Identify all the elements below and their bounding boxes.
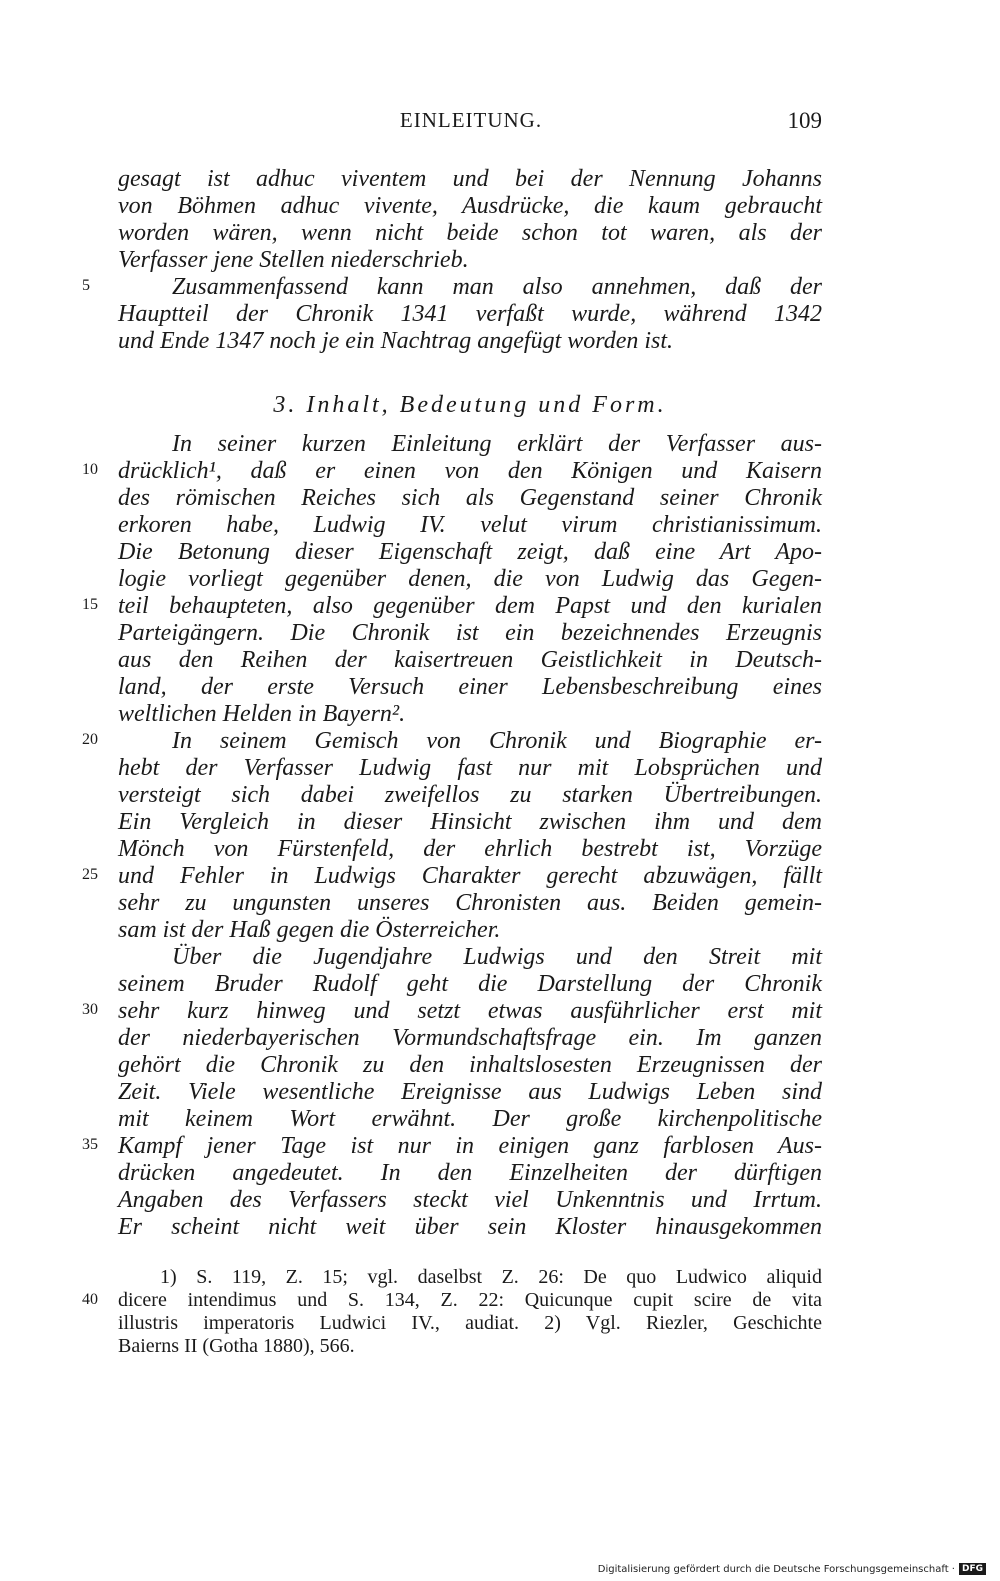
text-line: erkoren habe, Ludwig IV. velut virum christianissimum. <box>118 512 822 538</box>
line-number: 40 <box>82 1291 98 1308</box>
text-line: teil behaupteten, also gegenüber dem Papst und den kurialen <box>118 593 822 619</box>
running-head <box>120 108 822 138</box>
text-line: logie vorliegt gegenüber denen, die von Ludwig das Gegen- <box>118 566 822 592</box>
text-line: seinem Bruder Rudolf geht die Darstellung der Chronik <box>118 971 822 997</box>
footnote-line: Baierns II (Gotha 1880), 566. <box>118 1335 355 1357</box>
text-line: Angaben des Verfassers steckt viel Unkenntnis und Irrtum. <box>118 1187 822 1213</box>
text-line: weltlichen Helden in Bayern². <box>118 701 406 727</box>
text-line: Über die Jugendjahre Ludwigs und den Streit mit <box>172 944 822 970</box>
line-number: 15 <box>82 596 98 613</box>
text-line: und Fehler in Ludwigs Charakter gerecht abzuwägen, fällt <box>118 863 822 889</box>
text-line: versteigt sich dabei zweifellos zu starken Übertreibungen. <box>118 782 822 808</box>
text-line: In seiner kurzen Einleitung erklärt der Verfasser aus- <box>172 431 822 457</box>
text-line: sehr zu ungunsten unseres Chronisten aus. Beiden gemein- <box>118 890 822 916</box>
text-line: Die Betonung dieser Eigenschaft zeigt, daß eine Art Apo- <box>118 539 822 565</box>
text-line: Parteigängern. Die Chronik ist ein bezeichnendes Erzeugnis <box>118 620 822 646</box>
text-line: worden wären, wenn nicht beide schon tot waren, als der <box>118 220 822 246</box>
text-line: drücklich¹, daß er einen von den Königen und Kaisern <box>118 458 822 484</box>
line-number: 20 <box>82 731 98 748</box>
line-number: 25 <box>82 866 98 883</box>
footnote-line: illustris imperatoris Ludwici IV., audiat. 2) Vgl. Riezler, Geschichte <box>118 1312 822 1334</box>
running-title: EINLEITUNG. <box>399 108 543 132</box>
line-number: 30 <box>82 1001 98 1018</box>
page-number: 109 <box>787 108 822 133</box>
credit-text: Digitalisierung gefördert durch die Deutsche Forschungsgemeinschaft · <box>597 1563 955 1575</box>
text-line: land, der erste Versuch einer Lebensbeschreibung eines <box>118 674 822 700</box>
text-line: Kampf jener Tage ist nur in einigen ganz farblosen Aus- <box>118 1133 822 1159</box>
text-line: drücken angedeutet. In den Einzelheiten der dürftigen <box>118 1160 822 1186</box>
text-line: hebt der Verfasser Ludwig fast nur mit Lobsprüchen und <box>118 755 822 781</box>
text-line: und Ende 1347 noch je ein Nachtrag angefügt worden ist. <box>118 328 674 354</box>
line-number: 5 <box>82 277 90 294</box>
text-line: mit keinem Wort erwähnt. Der große kirchenpolitische <box>118 1106 822 1132</box>
text-line: des römischen Reiches sich als Gegenstand seiner Chronik <box>118 485 822 511</box>
text-line: Ein Vergleich in dieser Hinsicht zwischen ihm und dem <box>118 809 822 835</box>
text-line: sehr kurz hinweg und setzt etwas ausführlicher erst mit <box>118 998 822 1024</box>
text-line: In seinem Gemisch von Chronik und Biographie er- <box>172 728 822 754</box>
footnote-line: 1) S. 119, Z. 15; vgl. daselbst Z. 26: De quo Ludwico aliquid <box>160 1266 822 1288</box>
text-line: Verfasser jene Stellen niederschrieb. <box>118 247 469 273</box>
text-line: gesagt ist adhuc viventem und bei der Nennung Johanns <box>118 166 822 192</box>
section-heading: 3. Inhalt, Bedeutung und Form. <box>273 392 667 418</box>
line-number: 35 <box>82 1136 98 1153</box>
text-line: aus den Reihen der kaisertreuen Geistlichkeit in Deutsch- <box>118 647 822 673</box>
line-number: 10 <box>82 461 98 478</box>
text-line: Hauptteil der Chronik 1341 verfaßt wurde, während 1342 <box>118 301 822 327</box>
text-line: Zeit. Viele wesentliche Ereignisse aus Ludwigs Leben sind <box>118 1079 822 1105</box>
text-line: von Böhmen adhuc vivente, Ausdrücke, die kaum gebraucht <box>118 193 822 219</box>
footnote-line: dicere intendimus und S. 134, Z. 22: Quicunque cupit scire de vita <box>118 1289 822 1311</box>
text-line: der niederbayerischen Vormundschaftsfrage ein. Im ganzen <box>118 1025 822 1051</box>
text-line: Zusammenfassend kann man also annehmen, daß der <box>172 274 822 300</box>
text-line: gehört die Chronik zu den inhaltslosesten Erzeugnissen der <box>118 1052 822 1078</box>
text-line: Mönch von Fürstenfeld, der ehrlich bestrebt ist, Vorzüge <box>118 836 822 862</box>
dfg-logo: DFG <box>959 1563 986 1575</box>
text-line: Er scheint nicht weit über sein Kloster hinausgekommen <box>118 1214 822 1240</box>
digitization-credit <box>598 1563 986 1575</box>
text-line: sam ist der Haß gegen die Österreicher. <box>118 917 501 943</box>
